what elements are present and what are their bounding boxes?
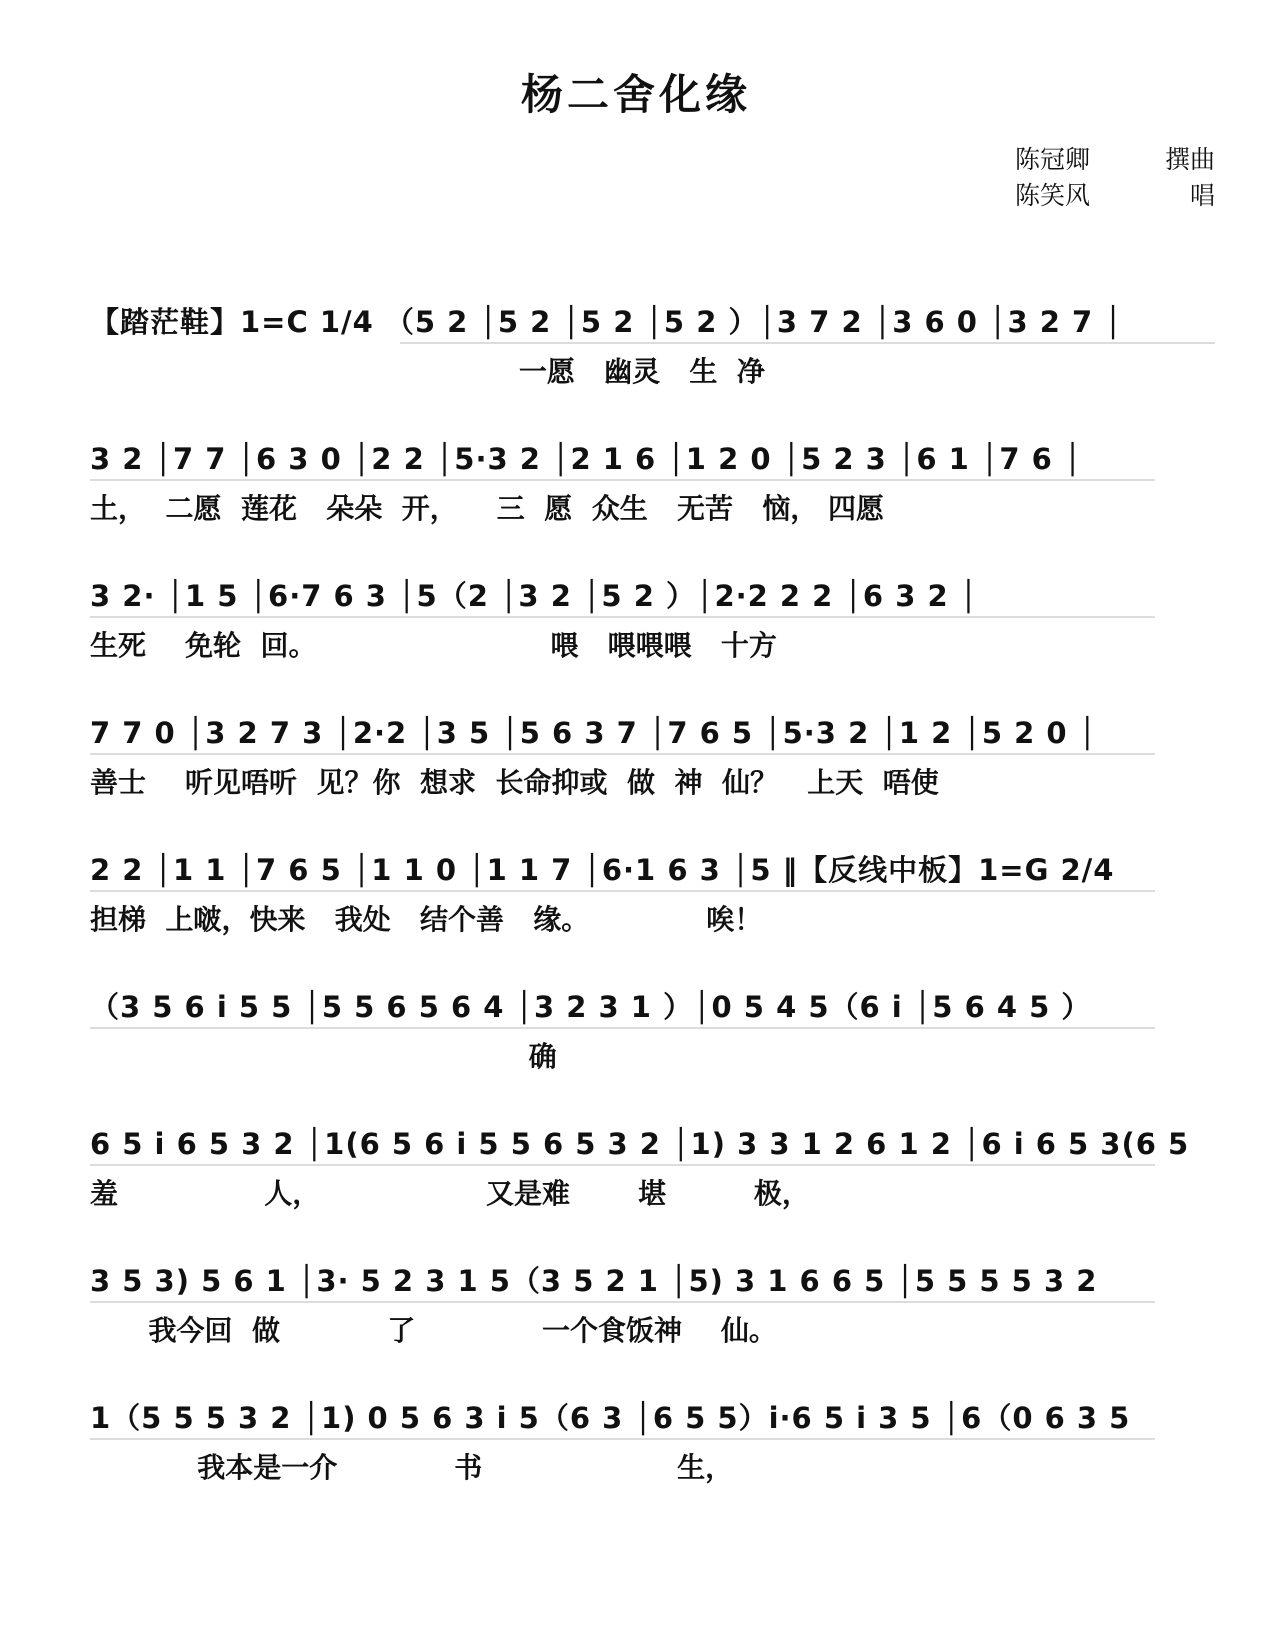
lyrics-line: 羞 人， 又是难 堪 极， (90, 1177, 810, 1210)
beam-line (400, 342, 1215, 344)
score-row (90, 985, 1215, 1105)
score-row (90, 848, 1215, 968)
credit-role: 唱 (1189, 181, 1215, 210)
lyrics-line: 土， 二愿 莲花 朵朵 开， 三 愿 众生 无苦 恼， 四愿 (90, 492, 884, 525)
notation-line: 3 2· │1 5 │6·7 6 3 │5（2 │3 2 │5 2 ）│2·2 2 2 │6 3 2 │ (90, 579, 979, 613)
beam-line (90, 616, 1155, 618)
lyrics-line: 善士 听见唔听 见？你 想求 长命抑或 做 神 仙？ 上天 唔使 (90, 766, 939, 799)
lyrics-line: 担梯 上啵，快来 我处 结个善 缘。 唉！ (90, 903, 763, 936)
beam-line (90, 1164, 1155, 1166)
notation-line: 6 5 i 6 5 3 2 │1(6 5 6 i 5 5 6 5 3 2 │1) 3 3 1 2 6 1 2 │6 i 6 5 3(6 5 (90, 1127, 1190, 1161)
beam-line (90, 479, 1155, 481)
score-row (90, 1396, 1215, 1516)
notation-line: （3 5 6 i 5 5 │5 5 6 5 6 4 │3 2 3 1 ）│0 5 4 5（6 i │5 6 4 5 ） (90, 990, 1092, 1024)
credit-name: 陈笑风 (1015, 181, 1091, 210)
lyrics-line: 生死 免轮 回。 喂 喂喂喂 十方 (90, 629, 777, 662)
score-row (90, 1259, 1215, 1379)
lyrics-line: 我今回 做 了 一个食饭神 仙。 (90, 1314, 777, 1347)
lyrics-line: 确 (90, 1040, 557, 1073)
lyrics-line: 一愿 幽灵 生 净 (90, 355, 765, 388)
score-row (90, 1122, 1215, 1242)
beam-line (90, 1438, 1155, 1440)
lyrics-line: 我本是一介 书 生， (90, 1451, 734, 1484)
beam-line (90, 1027, 1155, 1029)
notation-line: 【踏茫鞋】1=C 1/4 （5 2 │5 2 │5 2 │5 2 ）│3 7 2 │3 6 0 │3 2 7 │ (90, 305, 1123, 339)
credit-name: 陈冠卿 (1015, 145, 1091, 174)
score-row (90, 711, 1215, 831)
notation-line: 3 2 │7 7 │6 3 0 │2 2 │5·3 2 │2 1 6 │1 2 0 │5 2 3 │6 1 │7 6 │ (90, 442, 1083, 476)
notation-line: 7 7 0 │3 2 7 3 │2·2 │3 5 │5 6 3 7 │7 6 5 │5·3 2 │1 2 │5 2 0 │ (90, 716, 1098, 750)
beam-line (90, 1301, 1155, 1303)
notation-line: 2 2 │1 1 │7 6 5 │1 1 0 │1 1 7 │6·1 6 3 │5 ‖【反线中板】1=G 2/4 (90, 853, 1115, 887)
score-row (90, 574, 1215, 694)
credit-role: 撰曲 (1164, 145, 1215, 174)
beam-line (90, 890, 1155, 892)
song-title: 杨二舍化缘 (520, 70, 751, 119)
score-row (90, 300, 1215, 420)
score-row (90, 437, 1215, 557)
notation-line: 1（5 5 5 3 2 │1) 0 5 6 3 i 5（6 3 │6 5 5）i·6 5 i 3 5 │6（0 6 3 5 (90, 1401, 1131, 1435)
beam-line (90, 753, 1155, 755)
notation-line: 3 5 3) 5 6 1 │3· 5 2 3 1 5（3 5 2 1 │5) 3 1 6 6 5 │5 5 5 5 3 2 (90, 1264, 1098, 1298)
